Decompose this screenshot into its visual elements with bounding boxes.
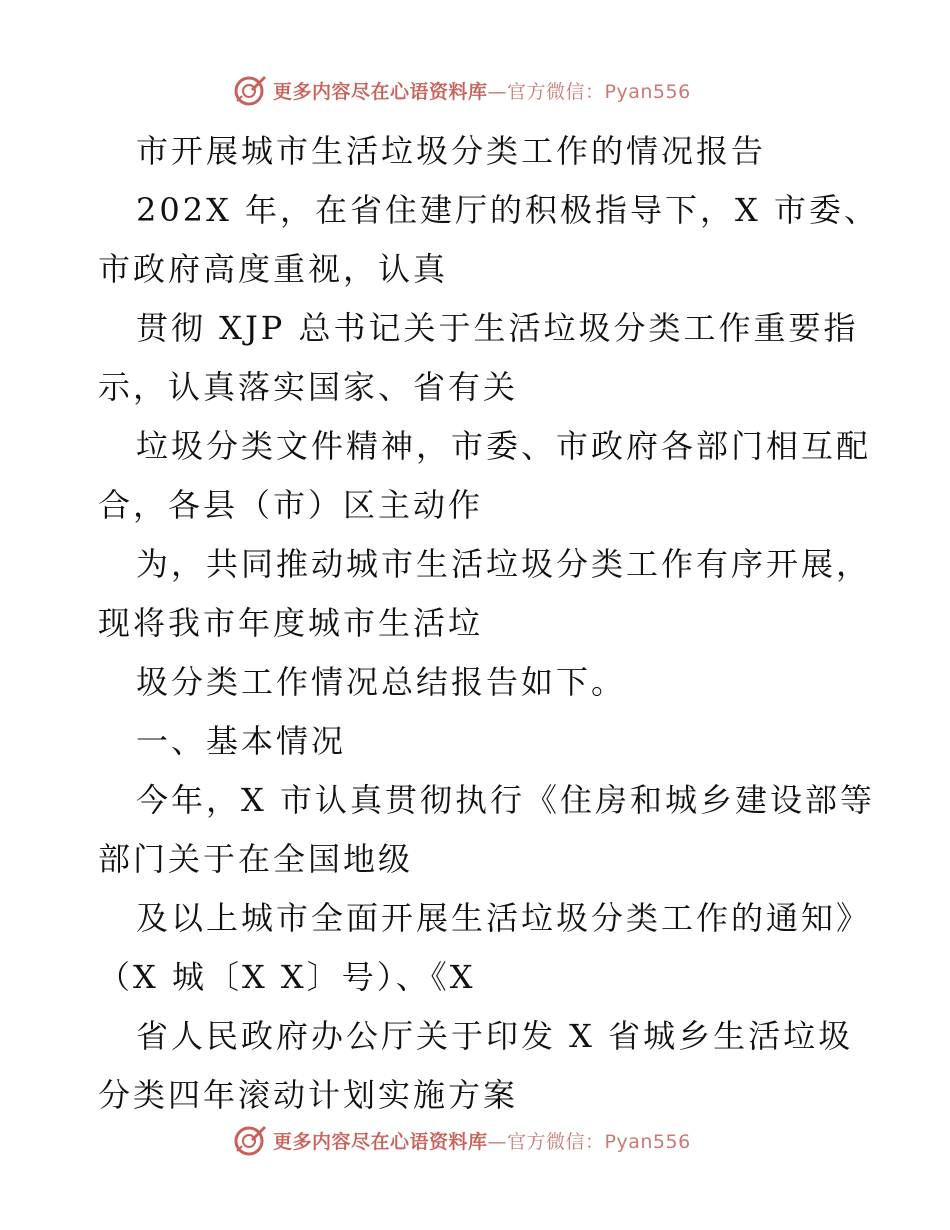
document-title: 市开展城市生活垃圾分类工作的情况报告 bbox=[136, 132, 767, 170]
paragraph-line: 省人民政府办公厅关于印发 X 省城乡生活垃圾 bbox=[136, 1017, 854, 1055]
paragraph-line: 圾分类工作情况总结报告如下。 bbox=[136, 663, 627, 701]
document-body bbox=[98, 122, 879, 1125]
paragraph-line: 示，认真落实国家、省有关 bbox=[98, 368, 519, 406]
banner-brand: 更多内容尽在心语资料库 bbox=[273, 80, 488, 103]
pen-logo-icon bbox=[233, 1123, 267, 1157]
banner-separator: — bbox=[487, 80, 508, 103]
paragraph-line: 市政府高度重视，认真 bbox=[98, 250, 449, 288]
paragraph-line: 部门关于在全国地级 bbox=[98, 840, 414, 878]
paragraph-line: 现将我市年度城市生活垃 bbox=[98, 604, 484, 642]
paragraph-line: 贯彻 XJP 总书记关于生活垃圾分类工作重要指 bbox=[136, 309, 859, 347]
paragraph-line: 202X 年，在省住建厅的积极指导下，X 市委、 bbox=[136, 191, 879, 229]
pen-logo-icon bbox=[233, 73, 267, 107]
paragraph-line: 分类四年滚动计划实施方案 bbox=[98, 1076, 519, 1114]
paragraph-line: 今年，X 市认真贯彻执行《住房和城乡建设部等 bbox=[136, 781, 875, 819]
header-banner bbox=[0, 70, 950, 110]
section-heading: 一、基本情况 bbox=[136, 722, 347, 760]
footer-banner bbox=[0, 1120, 950, 1160]
paragraph-line: 为，共同推动城市生活垃圾分类工作有序开展， bbox=[136, 545, 872, 583]
paragraph-line: 合，各县（市）区主动作 bbox=[98, 486, 484, 524]
banner-brand: 更多内容尽在心语资料库 bbox=[273, 1130, 488, 1153]
banner-suffix: 官方微信：Pyan556 bbox=[507, 1130, 691, 1153]
paragraph-line: 及以上城市全面开展生活垃圾分类工作的通知》 bbox=[136, 899, 872, 937]
paragraph-line: （X 城〔X X〕号）、《X bbox=[98, 958, 476, 996]
banner-separator: — bbox=[487, 1130, 508, 1153]
paragraph-line: 垃圾分类文件精神，市委、市政府各部门相互配 bbox=[136, 427, 872, 465]
banner-suffix: 官方微信：Pyan556 bbox=[507, 80, 691, 103]
